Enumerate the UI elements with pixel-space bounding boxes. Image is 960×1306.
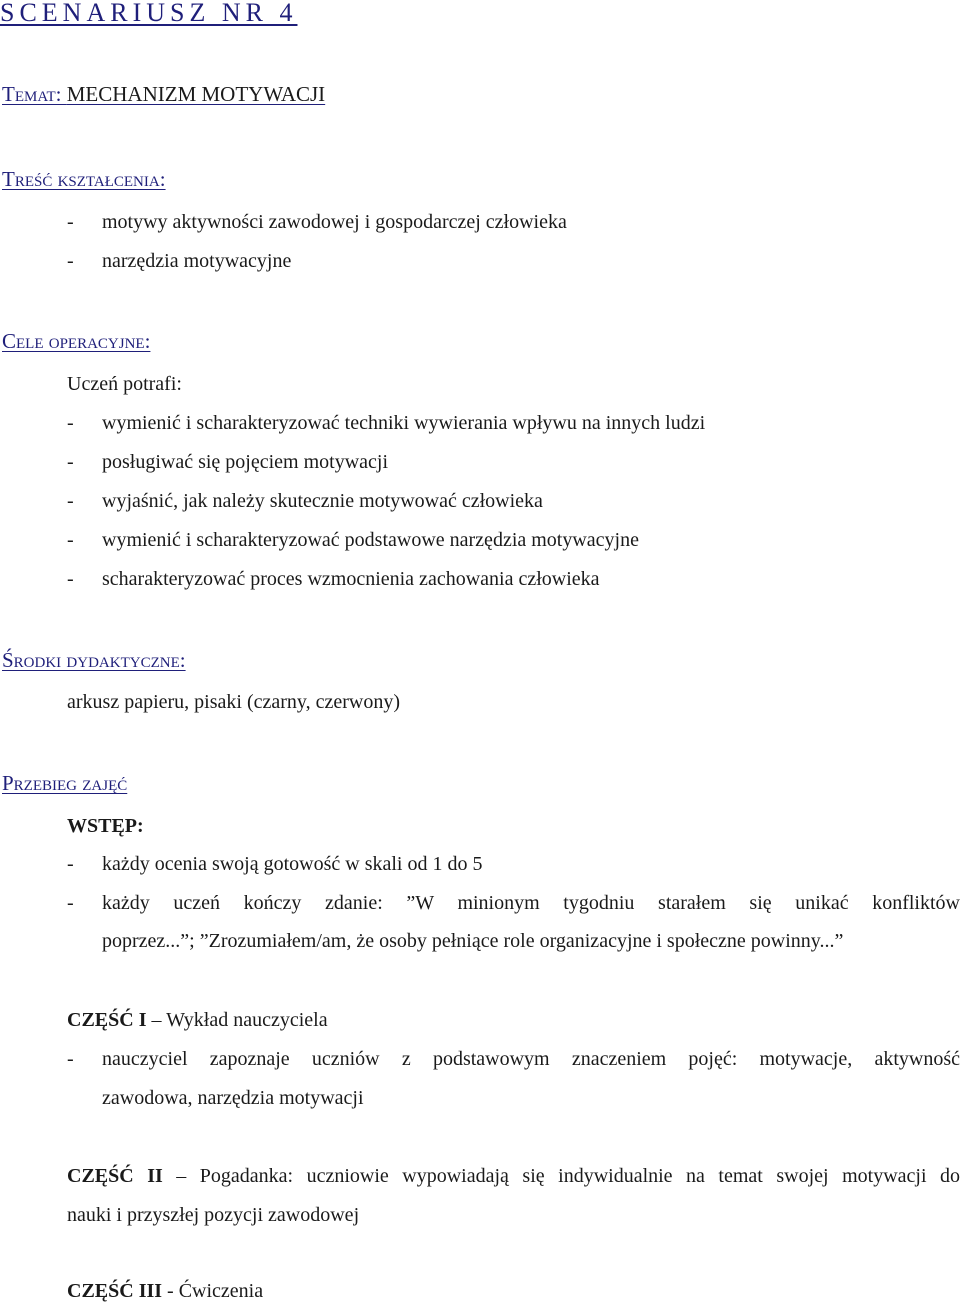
list-item-text: poprzez...”; ”Zrozumiałem/am, że osoby pełniące role organizacyjne i społeczne powinny...” [102,930,844,952]
part2-continuation: nauki i przyszłej pozycji zawodowej [67,1204,360,1226]
dash-bullet: - [67,1048,74,1070]
means-text: arkusz papieru, pisaki (czarny, czerwony) [67,691,400,713]
list-item-text: wymienić i scharakteryzować podstawowe narzędzia motywacyjne [102,529,639,551]
dash-bullet: - [67,853,74,875]
topic-heading [2,82,325,106]
list-item-text: wymienić i scharakteryzować techniki wywierania wpływu na innych ludzi [102,412,706,434]
list-item-text: motywy aktywności zawodowej i gospodarczej człowieka [102,211,567,233]
list-item [0,528,960,552]
list-item-text: każdy uczeń kończy zdanie: ”W minionym tygodniu starałem się unikać konfliktów [102,892,960,914]
list-item [0,1047,960,1071]
list-item [0,852,960,876]
list-item [0,567,960,591]
dash-bullet: - [67,490,74,512]
part2-desc: – Pogadanka: uczniowie wypowiadają się indywidualnie na temat swojej motywacji do [176,1165,960,1187]
part2-heading [67,1164,960,1188]
list-item [0,891,960,915]
list-item-text: scharakteryzować proces wzmocnienia zachowania człowieka [102,568,600,590]
list-item-text: każdy ocenia swoją gotowość w skali od 1 do 5 [102,853,483,875]
dash-bullet: - [67,568,74,590]
list-item [0,249,960,273]
list-item [0,411,960,435]
objectives-intro: Uczeń potrafi: [67,373,182,395]
objectives-heading: Cele operacyjne: [2,329,151,353]
course-heading: Przebieg zajęć [2,771,128,795]
dash-bullet: - [67,451,74,473]
part1-heading [67,1008,328,1032]
dash-bullet: - [67,529,74,551]
part3-label: CZĘŚĆ III [67,1280,163,1302]
dash-bullet: - [67,412,74,434]
means-heading: Środki dydaktyczne: [2,648,186,672]
intro-label: WSTĘP: [67,815,144,837]
list-item-text: narzędzia motywacyjne [102,250,292,272]
list-item [0,489,960,513]
list-item [0,210,960,234]
list-item-text: zawodowa, narzędzia motywacji [102,1087,364,1109]
dash-bullet: - [67,211,74,233]
dash-bullet: - [67,892,74,914]
list-item-continuation [0,1086,960,1110]
list-item [0,450,960,474]
list-item-text: wyjaśnić, jak należy skutecznie motywować człowieka [102,490,543,512]
list-item-text: nauczyciel zapoznaje uczniów z podstawowym znaczeniem pojęć: motywacje, aktywność [102,1048,960,1070]
list-item-text: posługiwać się pojęciem motywacji [102,451,389,473]
topic-label: Temat: [2,82,62,106]
dash-bullet: - [67,250,74,272]
part1-desc: – Wykład nauczyciela [151,1009,328,1031]
topic-value: MECHANIZM MOTYWACJI [66,82,326,106]
content-heading: Treść kształcenia: [2,167,166,191]
document-title: SCENARIUSZ NR 4 [0,0,298,27]
list-item-continuation [0,929,960,953]
part1-label: CZĘŚĆ I [67,1009,147,1031]
part3-desc: - Ćwiczenia [167,1280,264,1302]
part3-heading [67,1279,263,1303]
part2-label: CZĘŚĆ II [67,1165,163,1187]
